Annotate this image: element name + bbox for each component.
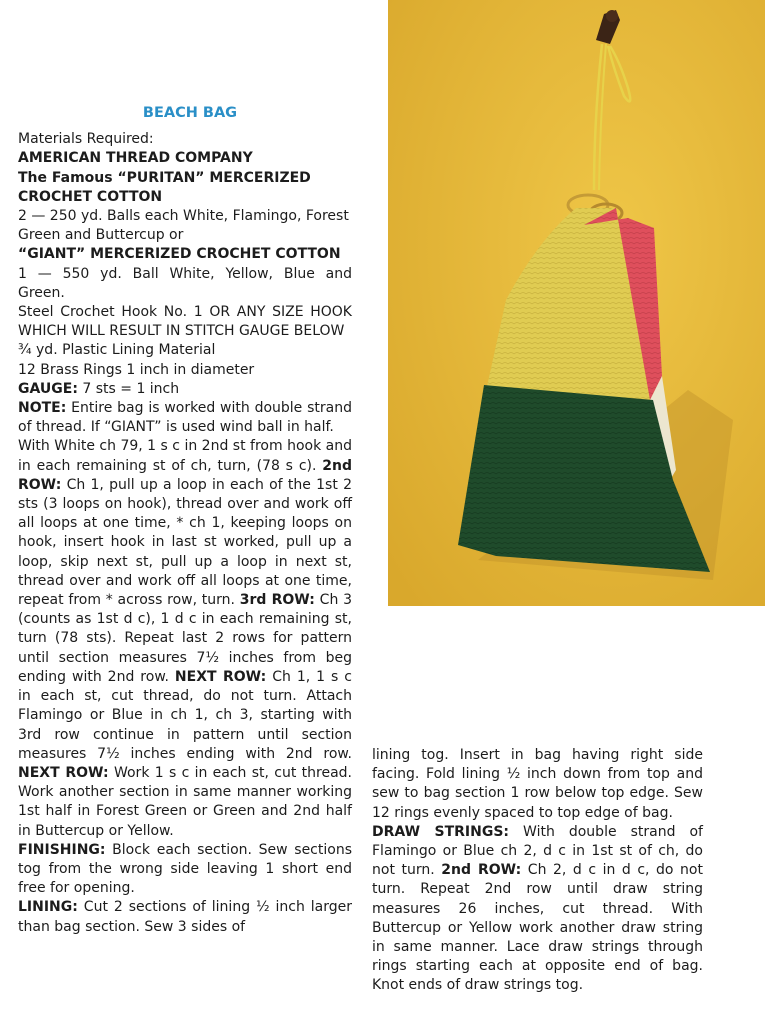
draw-strings-text: With double strand of Flamingo or Blue ch 2, d c in 1st st of ch, do not turn. [372,823,703,879]
gauge-text: 7 sts = 1 inch [77,380,180,397]
row-2-label: 2nd ROW: [18,457,352,493]
thread-quantity-giant: 1 — 550 yd. Ball White, Yellow, Blue and Green. [18,265,352,301]
pattern-title: BEACH BAG [142,105,238,121]
draw-row-2-text: Ch 2, d c in d c, do not turn. Repeat 2nd row until draw string measures 26 inches, cut thread. With Buttercup or Yellow work another draw string in same manner. Lace draw strings through rings starting each at opposite end of bag. Knot ends of draw strings tog. [372,862,703,994]
company-name: AMERICAN THREAD COMPANY [18,150,253,167]
finishing-label: FINISHING: [18,841,106,858]
lining-paragraph-continued: lining tog. Insert in bag having right side facing. Fold lining ½ inch down from top and sew to bag section 1 row below top edge. Sew 12 rings evenly spaced to top edge of bag. [372,747,703,821]
thread-name-giant: “GIANT” MERCERIZED CROCHET COTTON [18,246,341,263]
next-row-text-2: Work 1 s c in each st, cut thread. Work another section in same manner working 1st half in Forest Green or Green and 2nd half in Buttercup or Yellow. [18,764,352,839]
next-row-label: NEXT ROW: [174,668,267,685]
gauge-line [18,380,352,399]
pattern-instructions-column [18,104,352,937]
instruction-start: With White ch 79, 1 s c in 2nd st from hook and in each remaining st of ch, turn, (78 s c). [18,438,352,474]
row-2-text: Ch 1, pull up a loop in each of the 1st 2 sts (3 loops on hook), thread over and work off all loops at one time, * ch 1, keeping loops on hook, insert hook in last st worked, pull up a loop, skip next st, pull up a loop in next st, thread over and work off all loops at one time, repeat from * across row, turn. [18,476,352,609]
lining-material: ¾ yd. Plastic Lining Material [18,342,216,359]
draw-strings-paragraph [372,823,703,996]
gauge-label: GAUGE: [18,380,78,397]
rings-requirement: 12 Brass Rings 1 inch in diameter [18,361,255,378]
finishing-paragraph [18,841,352,899]
note-text: Entire bag is worked with double strand of thread. If “GIANT” is used wind ball in half. [18,400,352,436]
draw-row-2-label: 2nd ROW: [441,862,522,879]
note-paragraph [18,399,352,437]
finishing-text: Block each section. Sew sections tog from the wrong side leaving 1 short end free for opening. [18,841,352,897]
row-3-text: Ch 3 (counts as 1st d c), 1 d c in each remaining st, turn (78 sts). Repeat last 2 rows for pattern until section measures 7½ inches from beg ending with 2nd row. [18,592,352,685]
draw-strings-label: DRAW STRINGS: [372,823,510,840]
hook-requirement: Steel Crochet Hook No. 1 OR ANY SIZE HOOK WHICH WILL RESULT IN STITCH GAUGE BELOW [18,304,352,340]
lining-paragraph-start [18,898,352,936]
note-label: NOTE: [18,400,67,417]
lining-label: LINING: [18,899,78,916]
row-3-label: 3rd ROW: [239,592,315,609]
next-row-text: Ch 1, 1 s c in each st, cut thread, do not turn. Attach Flamingo or Blue in ch 1, ch 3, starting with 3rd row continue in pattern until section measures 7½ inches ending with 2nd row. [18,668,352,762]
draw-strings-column [372,746,703,996]
thread-name-puritan: The Famous “PURITAN” MERCERIZED CROCHET COTTON [18,169,311,205]
next-row-label-2: NEXT ROW: [18,764,109,781]
thread-quantity-puritan: 2 — 250 yd. Balls each White, Flamingo, Forest Green and Buttercup or [18,208,349,244]
beach-bag-photo [388,0,765,606]
lining-text: Cut 2 sections of lining ½ inch larger than bag section. Sew 3 sides of [18,899,352,935]
materials-label: Materials Required: [18,131,154,148]
instructions-paragraph [18,437,352,840]
